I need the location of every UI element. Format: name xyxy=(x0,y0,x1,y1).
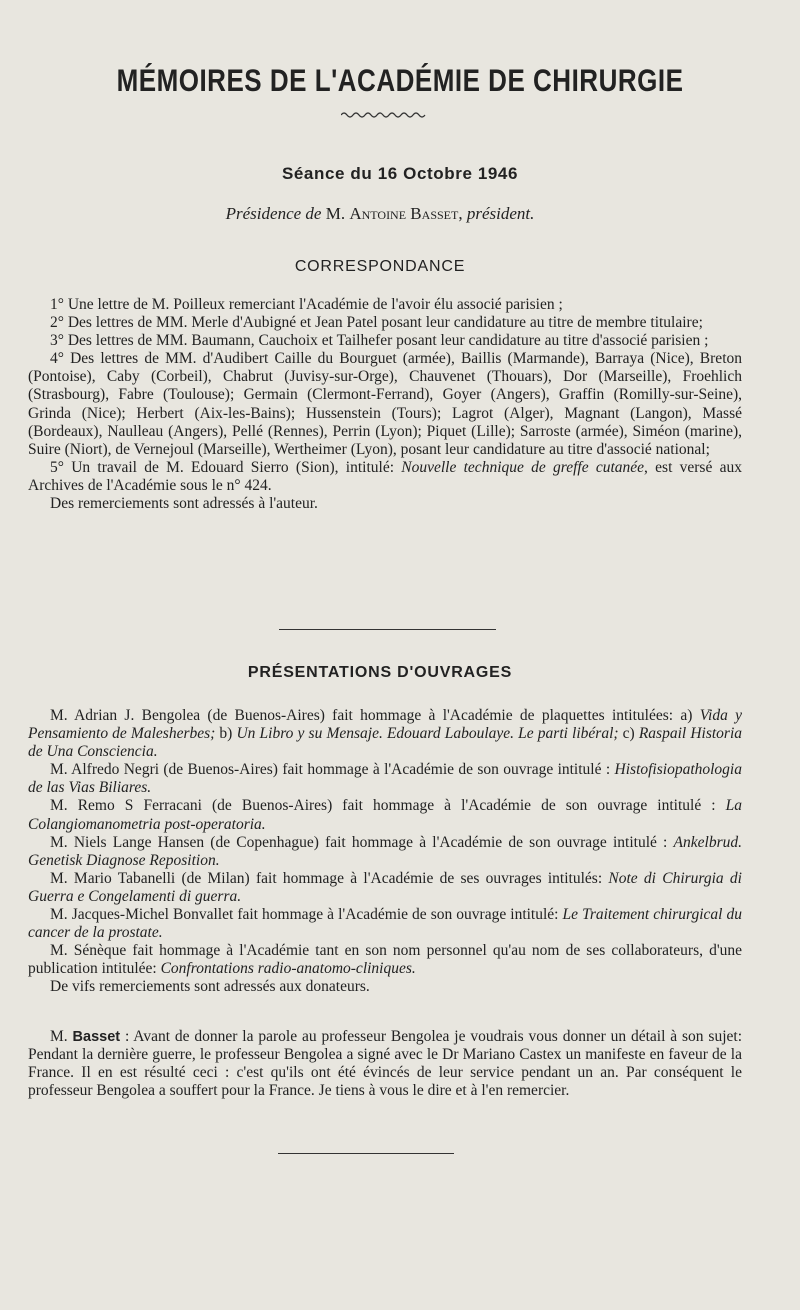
entry-text: b) xyxy=(215,725,237,743)
discussion-paragraph xyxy=(28,1028,742,1100)
presentation-entry xyxy=(28,761,742,797)
president-name: Antoine Basset xyxy=(349,204,459,223)
correspondance-item-1: 1° Une lettre de M. Poilleux remerciant l'Académie de l'avoir élu associé parisien ; xyxy=(50,296,563,313)
presentations-heading: PRÉSENTATIONS D'OUVRAGES xyxy=(247,664,513,681)
presentation-entry xyxy=(28,834,742,870)
presentation-entry xyxy=(28,870,742,906)
speaker-name: Basset xyxy=(72,1029,121,1045)
presidence-prefix: Présidence de xyxy=(225,204,322,223)
item-5-text-b: , est versé aux Archives de l'Académie sous le n° 424. xyxy=(28,458,742,494)
discussion-section xyxy=(28,1028,742,1100)
correspondance-thanks: Des remerciements sont adressés à l'auteur. xyxy=(50,495,318,513)
entry-text: M. Alfredo Negri (de Buenos-Aires) fait hommage à l'Académie de son ouvrage intitulé : xyxy=(50,761,615,779)
work-title: La Colangiomanometria post-operatoria. xyxy=(28,797,742,833)
correspondance-heading: CORRESPONDANCE xyxy=(294,258,466,275)
item-5-text-a: 5° Un travail de M. Edouard Sierro (Sion), intitulé: xyxy=(50,458,402,476)
correspondance-item-3: 3° Des lettres de MM. Baumann, Cauchoix et Tailhefer posant leur candidature au titre d'associé parisien ; xyxy=(50,332,709,350)
work-title: Ankelbrud. Genetisk Diagnose Reposition. xyxy=(28,833,742,869)
end-divider xyxy=(278,1153,454,1154)
correspondance-section xyxy=(28,296,742,513)
entry-text: M. Niels Lange Hansen (de Copenhague) fait hommage à l'Académie de son ouvrage intitulé : xyxy=(50,833,674,851)
work-title: Le Traitement chirurgical du cancer de la prostate. xyxy=(28,906,742,942)
work-title: Note di Chirurgia di Guerra e Congelamenti di guerra. xyxy=(28,869,742,905)
presentations-thanks: De vifs remerciements sont adressés aux donateurs. xyxy=(50,978,370,996)
item-5-work-title: Nouvelle technique de greffe cutanée xyxy=(401,458,645,476)
entry-text: M. Adrian J. Bengolea (de Buenos-Aires) fait hommage à l'Académie de plaquettes intitulées: a) xyxy=(50,707,700,724)
presidence-title: M. xyxy=(325,204,346,223)
work-title: Confrontations radio-anatomo-cliniques. xyxy=(160,960,416,978)
correspondance-item-5 xyxy=(28,459,742,495)
entry-text: M. Remo S Ferracani (de Buenos-Aires) fait hommage à l'Académie de son ouvrage intitulé : xyxy=(50,797,726,815)
entry-text: M. Jacques-Michel Bonvallet fait hommage à l'Académie de son ouvrage intitulé: xyxy=(50,906,563,924)
decorative-flourish xyxy=(341,110,427,120)
work-title: Un Libro y su Mensaje. Edouard Laboulaye. Le parti libéral; xyxy=(236,725,619,743)
discussion-text: : Avant de donner la parole au professeur Bengolea je voudrais vous donner un détail à son sujet: Pendant la dernière guerre, le professeur Bengolea a signé avec le Dr Mariano Castex un manifeste en faveur de la France. Il en est résulté ceci : c'est qu'ils ont été évincés de leur service pendant un an. Par conséquent le professeur Bengolea a souffert pour la France. Je tiens à vous le dire et à l'en remercier. xyxy=(28,1028,743,1100)
presentation-entry xyxy=(28,797,742,833)
presentation-entry xyxy=(28,942,742,978)
entry-text: c) xyxy=(618,725,639,743)
entry-text: M. Sénèque fait hommage à l'Académie tant en son nom personnel qu'au nom de ses collaborateurs, d'une publication intitulée: xyxy=(28,942,742,978)
section-divider xyxy=(279,629,496,630)
presentation-entry xyxy=(28,707,742,761)
presidence-line: Présidence de M. Antoine Basset, président. xyxy=(225,204,535,223)
speaker-title: M. xyxy=(50,1028,68,1045)
entry-text: M. Mario Tabanelli (de Milan) fait hommage à l'Académie de ses ouvrages intitulés: xyxy=(50,869,609,887)
presidence-suffix: président. xyxy=(466,204,535,223)
journal-title: MÉMOIRES DE L'ACADÉMIE DE CHIRURGIE xyxy=(116,62,684,98)
work-title: Histofisiopathologia de las Vias Biliares. xyxy=(28,761,742,797)
work-title: Raspail Historia de Una Consciencia. xyxy=(28,725,743,761)
work-title: Vida y Pensamiento de Malesherbes; xyxy=(28,707,742,743)
session-date: Séance du 16 Octobre 1946 xyxy=(281,164,519,183)
presentation-entry xyxy=(28,906,742,942)
presentations-section xyxy=(28,707,742,997)
correspondance-item-4: 4° Des lettres de MM. d'Audibert Caille du Bourguet (armée), Baillis (Marmande), Barraya (Nice), Breton (Pontoise), Caby (Corbeil), Chabrut (Juvisy-sur-Orge), Chauvenet (Thouars), Dor (Marseille), Froehlich (Strasbourg), Fabre (Toulouse); Germain (Clermont-Ferrand), Goyer (Angers), Graffin (Romilly-sur-Seine), Grinda (Nice); Herbert (Aix-les-Bains); Hussenstein (Tours); Lagrot (Alger), Magnant (Langon), Massé (Bordeaux), Naulleau (Angers), Pellé (Rennes), Perrin (Lyon); Piquet (Lille); Sarroste (armée), Siméon (marine), Suire (Niort), de Vernejoul (Marseille), Wertheimer (Lyon), posant leur candidature au titre d'associé national; xyxy=(28,350,742,458)
correspondance-item-2: 2° Des lettres de MM. Merle d'Aubigné et Jean Patel posant leur candidature au titre de membre titulaire; xyxy=(50,314,703,332)
